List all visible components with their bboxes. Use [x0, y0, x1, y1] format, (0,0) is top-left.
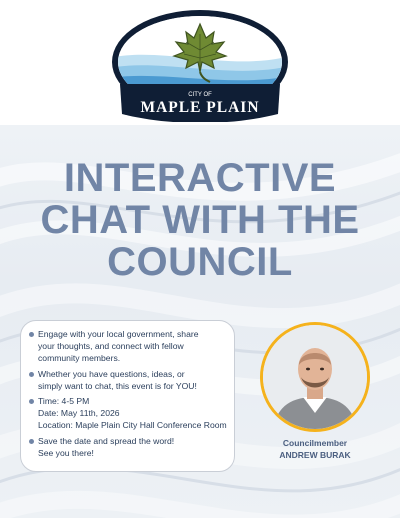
bullet-icon — [29, 399, 34, 404]
councilmember-role: Councilmember — [282, 438, 348, 448]
councilmember-name: ANDREW BURAK — [279, 450, 351, 460]
event-details-card — [20, 320, 235, 472]
person-portrait-icon — [263, 325, 367, 429]
detail-item — [29, 435, 226, 459]
detail-line: Whether you have questions, ideas, or — [38, 368, 185, 379]
event-time: Time: 4-5 PM — [38, 396, 90, 407]
detail-item — [29, 395, 226, 432]
detail-item — [29, 328, 226, 365]
event-date: Date: May 11th, 2026 — [38, 408, 120, 419]
councilmember-photo — [260, 322, 370, 432]
headline-line-2: CHAT WITH THE — [40, 198, 360, 242]
bullet-icon — [29, 439, 34, 444]
headline-line-3: COUNCIL — [107, 240, 293, 284]
detail-line: Save the date and spread the word! — [38, 435, 175, 446]
detail-line: your thoughts, and connect with fellow — [38, 341, 184, 352]
bullet-icon — [29, 372, 34, 377]
bullet-icon — [29, 332, 34, 337]
detail-line: Engage with your local government, share — [38, 329, 199, 339]
detail-line: simply want to chat, this event is for YOU! — [38, 380, 197, 391]
detail-line: community members. — [38, 353, 121, 364]
city-logo — [110, 10, 290, 122]
event-location: Location: Maple Plain City Hall Conference Room — [38, 420, 227, 431]
detail-item — [29, 368, 226, 392]
detail-line: See you there! — [38, 447, 94, 458]
logo-city-name: MAPLE PLAIN — [140, 99, 260, 116]
headline-line-1: INTERACTIVE — [63, 156, 337, 200]
logo-city-of: CITY OF — [188, 92, 212, 98]
